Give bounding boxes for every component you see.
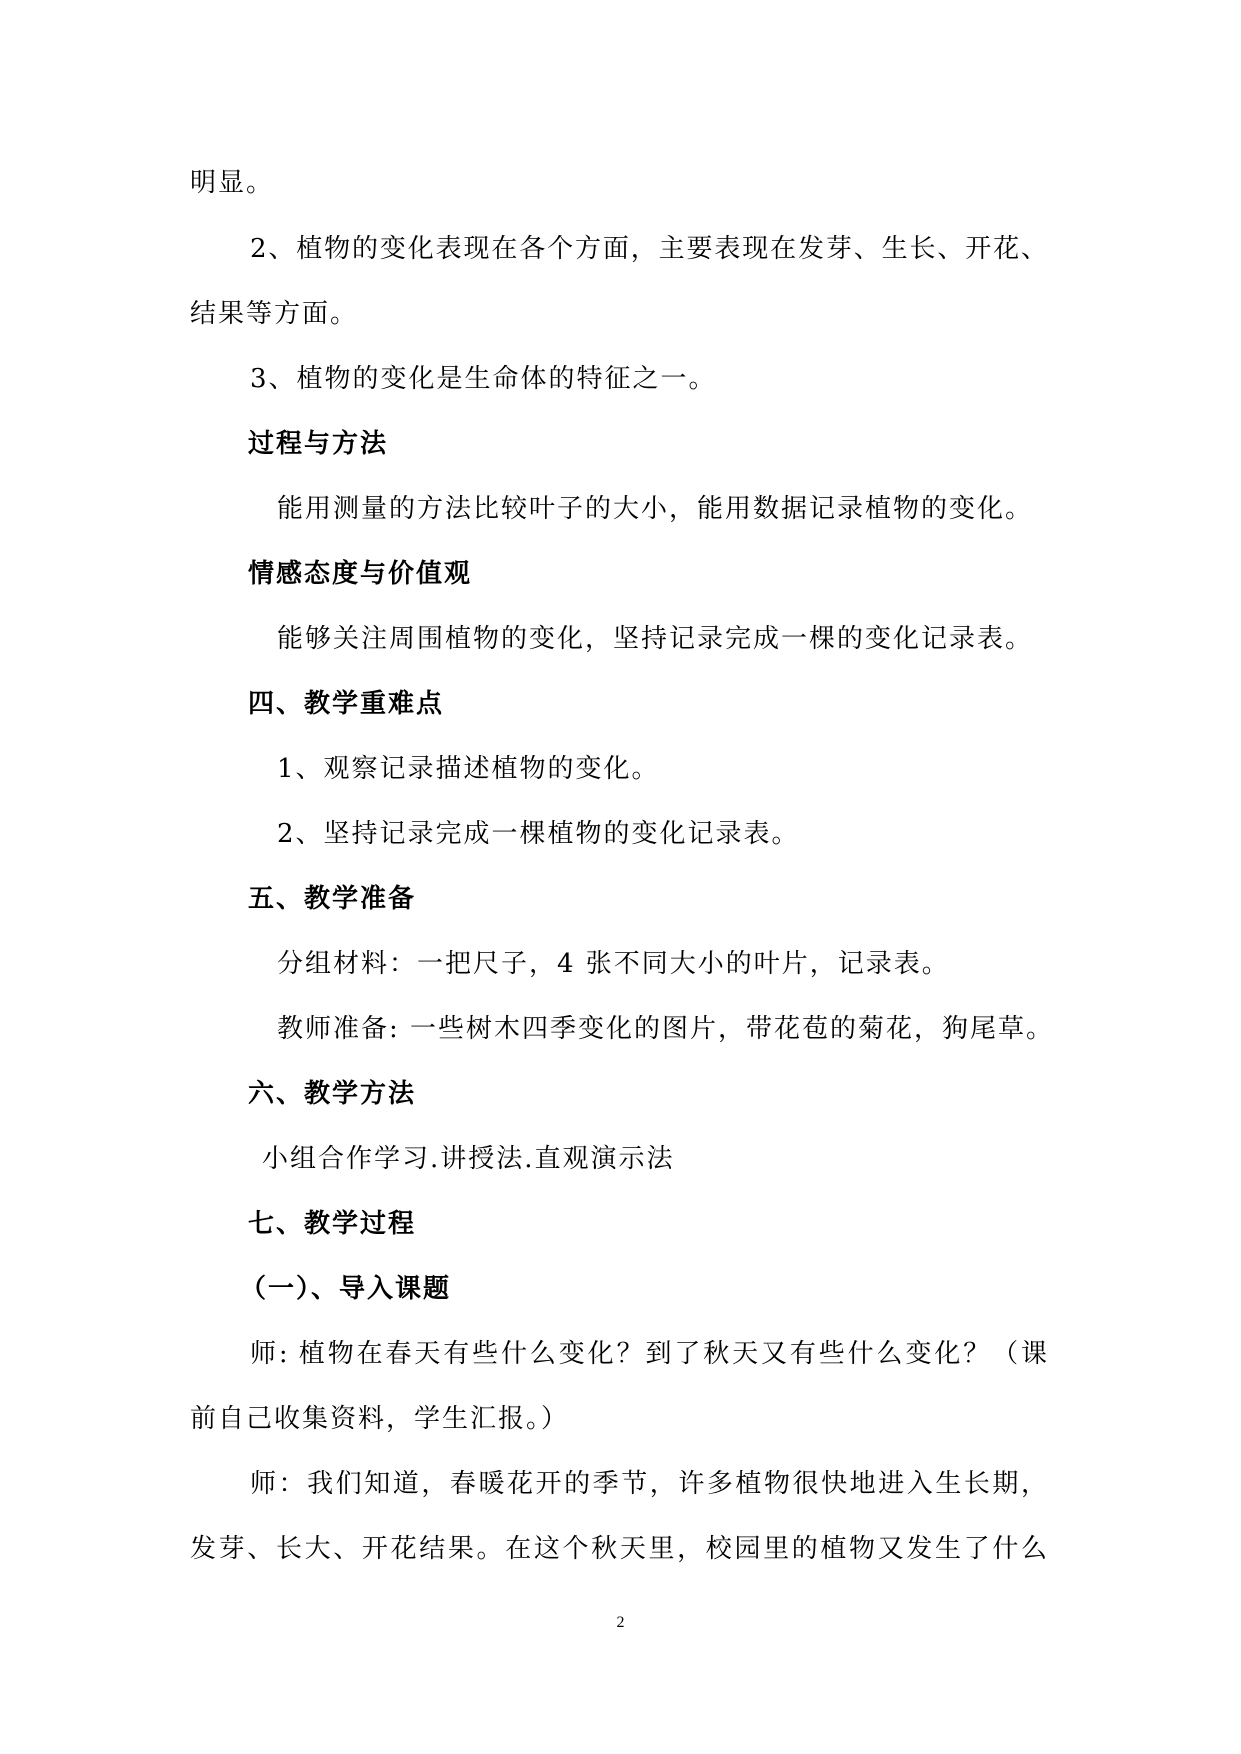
text-line: 发芽、长大、开花结果。在这个秋天里，校园里的植物又发生了什么 bbox=[190, 1534, 1047, 1564]
text-line: 前自己收集资料，学生汇报。） bbox=[190, 1404, 570, 1434]
text-line: 2、植物的变化表现在各个方面，主要表现在发芽、生长、开花、 bbox=[250, 234, 1047, 264]
text-line: 师：我们知道，春暖花开的季节，许多植物很快地进入生长期， bbox=[250, 1469, 1047, 1499]
text-line: 小组合作学习.讲授法.直观演示法 bbox=[262, 1144, 675, 1174]
text-line: 明显。 bbox=[190, 168, 275, 198]
text-line: 教师准备: 一些树木四季变化的图片，带花苞的菊花，狗尾草。 bbox=[277, 1014, 1055, 1044]
text-line: 3、植物的变化是生命体的特征之一。 bbox=[250, 364, 717, 394]
section-heading: 情感态度与价值观 bbox=[248, 559, 473, 589]
text-line: 1、观察记录描述植物的变化。 bbox=[277, 754, 660, 784]
section-heading: 过程与方法 bbox=[248, 429, 389, 459]
page-number: 2 bbox=[616, 1614, 625, 1631]
section-heading: 七、教学过程 bbox=[248, 1209, 417, 1239]
section-heading: 四、教学重难点 bbox=[248, 689, 445, 719]
section-heading: 六、教学方法 bbox=[248, 1079, 417, 1109]
section-heading: 五、教学准备 bbox=[248, 884, 417, 914]
text-line: 结果等方面。 bbox=[190, 299, 359, 329]
subsection-heading: （一）、导入课题 bbox=[240, 1274, 452, 1304]
text-line: 分组材料：一把尺子，4 张不同大小的叶片，记录表。 bbox=[277, 949, 950, 979]
text-line: 能用测量的方法比较叶子的大小，能用数据记录植物的变化。 bbox=[277, 494, 1034, 524]
text-line: 师: 植物在春天有些什么变化？到了秋天又有些什么变化？（课 bbox=[250, 1339, 1047, 1369]
text-line: 能够关注周围植物的变化，坚持记录完成一棵的变化记录表。 bbox=[277, 624, 1034, 654]
text-line: 2、坚持记录完成一棵植物的变化记录表。 bbox=[277, 819, 800, 849]
